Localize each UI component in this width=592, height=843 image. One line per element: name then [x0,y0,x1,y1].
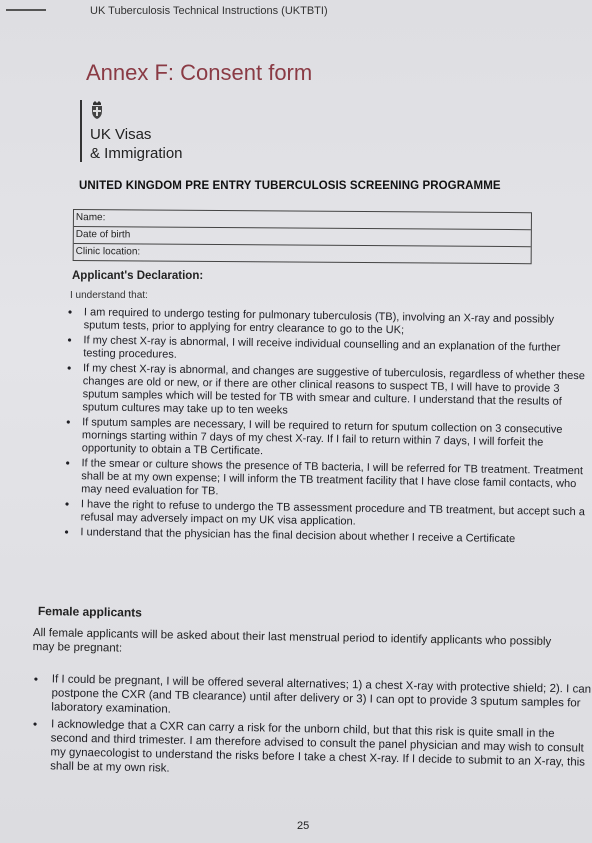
list-item [31,672,592,725]
name-field[interactable]: Name: [74,210,531,230]
declaration-item-text: If sputum samples are necessary, I will be required to return for sputum collection on 3 consecutive mornings starting within 7 days of my chest X-ray. If I fail to return within 7 days, I will forfeit the opportunity to obtain a TB Certificate. [81,416,563,458]
bullet-icon: • [67,333,72,348]
bullet-icon: • [67,305,73,320]
page-number: 25 [297,820,310,832]
bullet-icon: • [64,525,69,540]
declaration-item-text: I am required to undergo testing for pulmonary tuberculosis (TB), involving an X-ray and possibly sputum tests, prior to applying for entry clearance to go to the UK; [83,306,555,337]
header-rule [6,9,46,11]
bullet-icon: • [32,717,38,732]
clinic-location-field[interactable]: Clinic location: [75,246,141,258]
declaration-intro: I understand that: [70,290,148,301]
applicant-details-table [73,209,532,264]
logo-text-line1: UK Visas [90,126,152,143]
list-item [30,717,591,784]
declaration-heading: Applicant's Declaration: [72,270,204,282]
bullet-icon: • [64,497,70,512]
logo-divider [80,100,82,162]
bullet-icon: • [65,456,70,471]
female-applicants-heading: Female applicants [37,604,143,620]
list-item [62,362,591,422]
logo-text-line2: & Immigration [90,145,183,162]
female-item-text: I acknowledge that a CXR can carry a risk for the unborn child, but that this risk is quite small in the second and third trimester. I am therefore advised to consult the panel physician and may wish to consult my gynaecologist to understand the risks before I take a chest X-ray. If I decide to submit to an X-ray, this shall be at my own risk. [50,718,586,775]
list-item [62,416,591,463]
ukvi-logo [80,100,200,170]
female-applicants-list [30,672,592,787]
declaration-list [60,306,592,549]
bullet-icon: • [33,672,39,687]
page-title: Annex F: Consent form [86,60,313,85]
date-of-birth-field[interactable]: Date of birth [74,227,531,247]
declaration-item-text: If my chest X-ray is abnormal, I will receive individual counselling and an explanation of the further testing procedures. [83,334,561,361]
declaration-item-text: If my chest X-ray is abnormal, and changes are suggestive of tuberculosis, regardless of whether these changes are old or new, or if there are other clinical reasons to suspect TB, I will have to provide 3 sputum samples which will be tested for TB with smear and culture. I understand that the results of sputum cultures may take up to ten weeks [82,362,586,417]
female-applicants-intro: All female applicants will be asked about their last menstrual period to identify applicants who possibly may be pregnant: [32,626,552,655]
declaration-item-text: If the smear or culture shows the presence of TB bacteria, I will be referred for TB treatment. Treatment shall be at my own expense; I will inform the TB treatment facility that I have close famil contacts, who may need evaluation for TB. [81,457,584,498]
bullet-icon: • [66,415,71,430]
bullet-icon: • [66,361,72,376]
declaration-item-text: I understand that the physician has the final decision about whether I receive a Certificate [80,526,516,546]
female-item-text: If I could be pregnant, I will be offered several alternatives; 1) a chest X-ray with protective shield; 2). I can postpone the CXR (and TB clearance) until after delivery or 3) I can opt to provide 3 sputum samples for laboratory examination. [51,673,592,716]
document-header: UK Tuberculosis Technical Instructions (UKTBTI) [90,5,328,17]
royal-crest-icon [90,101,104,119]
list-item [61,457,590,504]
declaration-item-text: I have the right to refuse to undergo the TB assessment procedure and TB treatment, but accept such a refusal may adversely impact on my UK visa application. [80,498,585,528]
programme-title: UNITED KINGDOM PRE ENTRY TUBERCULOSIS SCREENING PROGRAMME [79,180,501,192]
